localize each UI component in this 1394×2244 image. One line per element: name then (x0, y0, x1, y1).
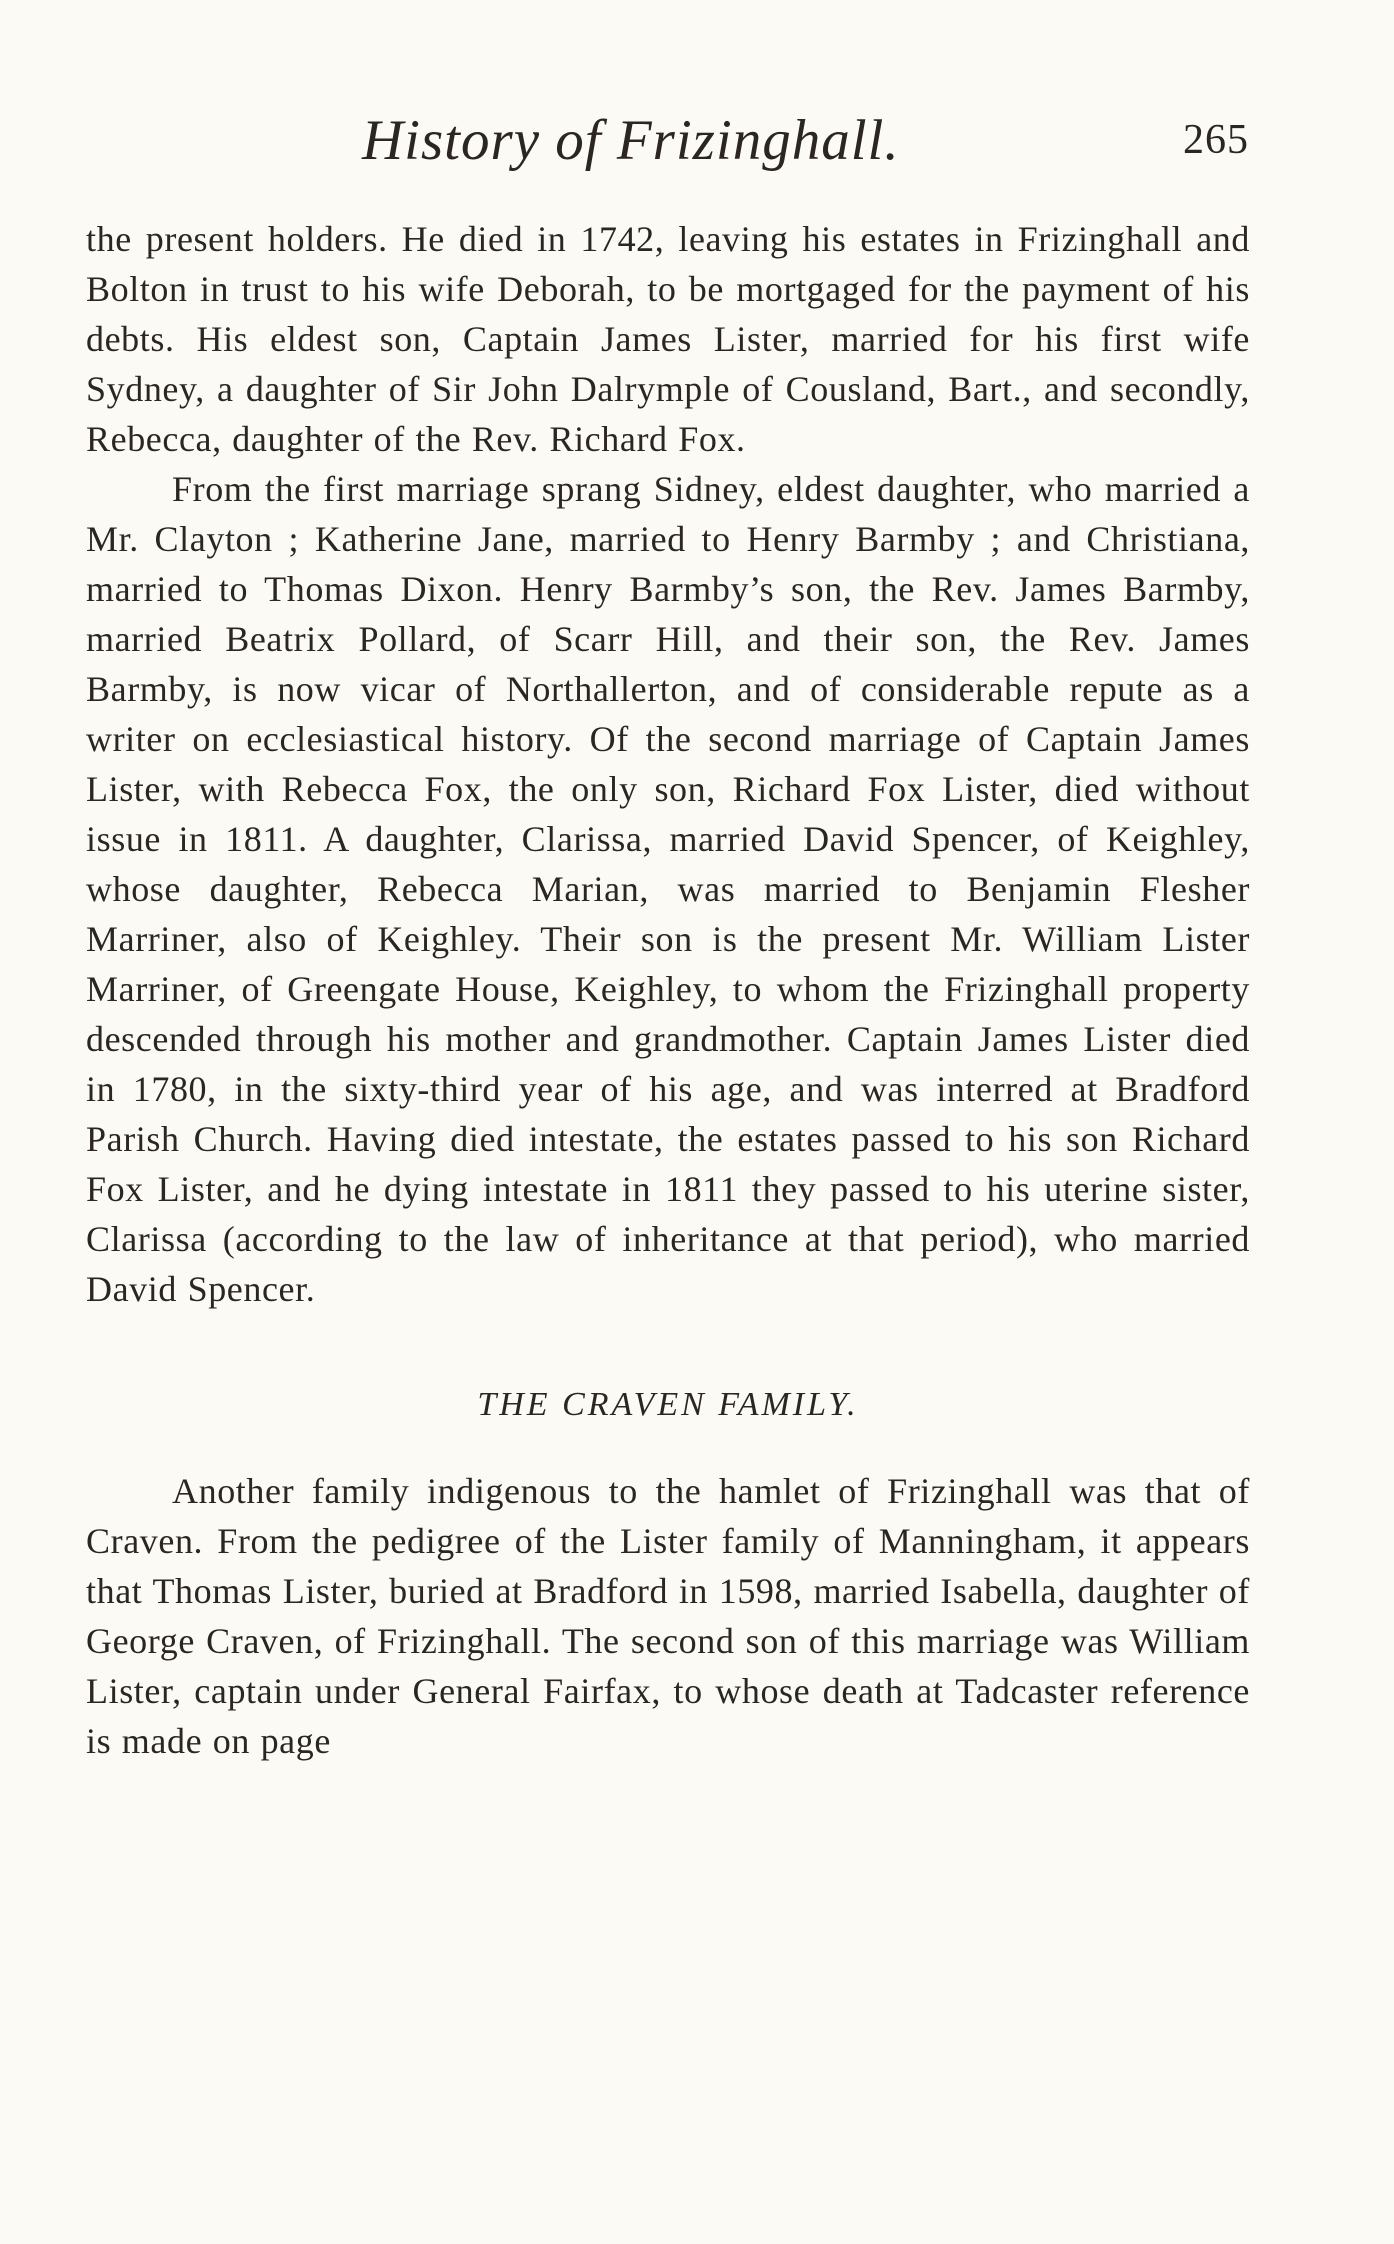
page-number: 265 (1183, 117, 1249, 163)
running-header (0, 108, 1394, 188)
paragraph-continuation: the present holders. He died in 1742, leaving his estates in Frizinghall and Bolton in trust to his wife Deborah, to be mortgaged for the payment of his debts. His eldest son, Captain James Lister, married for his first wife Sydney, a daughter of Sir John Dalrymple of Cousland, Bart., and secondly, Rebecca, daughter of the Rev. Richard Fox. (86, 219, 1250, 459)
paragraph-lister-marriages: From the first marriage sprang Sidney, eldest daughter, who married a Mr. Clayton ; Katherine Jane, married to Henry Barmby ; and Christiana, married to Thomas Dixon. Henry Barmby’s son, the Rev. James Barmby, married Beatrix Pollard, of Scarr Hill, and their son, the Rev. James Barmby, is now vicar of Northallerton, and of considerable repute as a writer on ecclesiastical history. Of the second marriage of Captain James Lister, with Rebecca Fox, the only son, Richard Fox Lister, died without issue in 1811. A daughter, Clarissa, married David Spencer, of Keighley, whose daughter, Rebecca Marian, was married to Benjamin Flesher Marriner, also of Keighley. Their son is the present Mr. William Lister Marriner, of Greengate House, Keighley, to whom the Frizinghall property descended through his mother and grandmother. Captain James Lister died in 1780, in the sixty-third year of his age, and was interred at Bradford Parish Church. Having died intestate, the estates passed to his son Richard Fox Lister, and he dying intestate in 1811 they passed to his uterine sister, Clarissa (according to the law of inheritance at that period), who married David Spencer. (86, 469, 1250, 1309)
running-title: History of Frizinghall. (362, 109, 900, 172)
body-text (86, 214, 1250, 1766)
paragraph-craven-family: Another family indigenous to the hamlet of Frizinghall was that of Craven. From the pedigree of the Lister family of Manningham, it appears that Thomas Lister, buried at Bradford in 1598, married Isabella, daughter of George Craven, of Frizinghall. The second son of this marriage was William Lister, captain under General Fairfax, to whose death at Tadcaster reference is made on page (86, 1471, 1250, 1761)
section-heading: THE CRAVEN FAMILY. (477, 1386, 859, 1423)
